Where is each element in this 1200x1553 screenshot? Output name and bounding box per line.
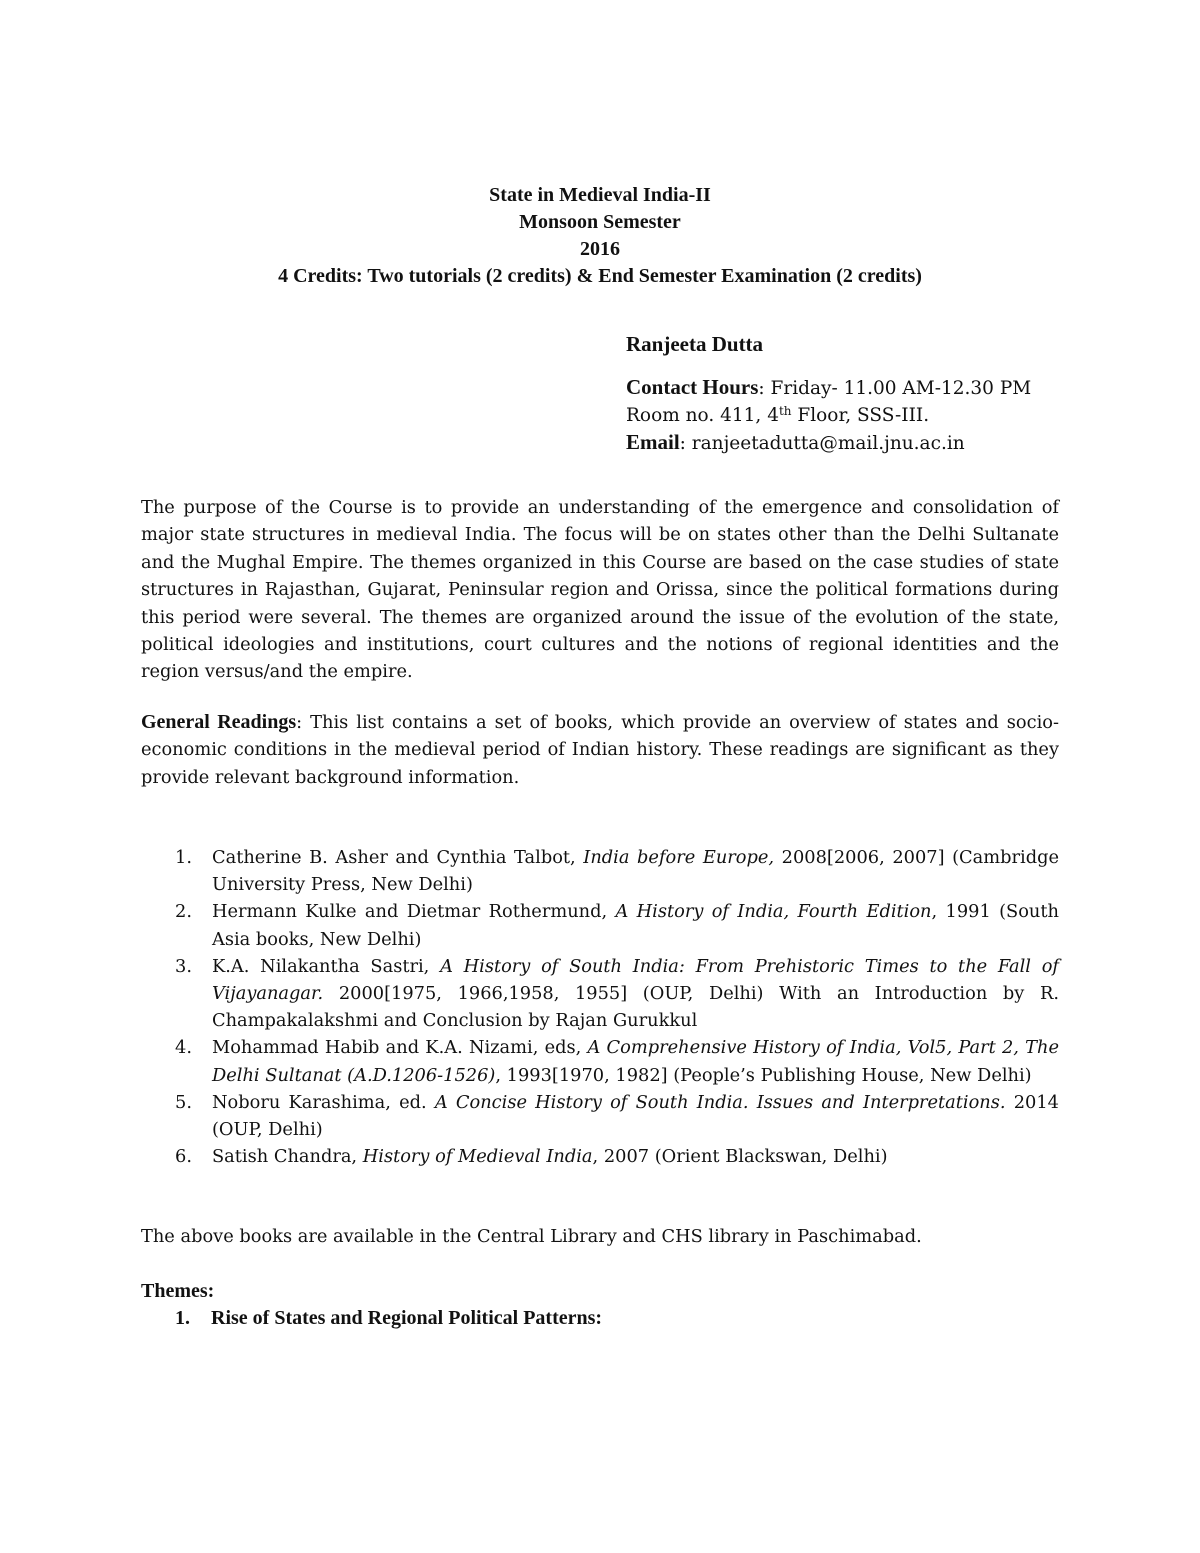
reading-author: Mohammad Habib and K.A. Nizami, eds, (212, 1037, 588, 1059)
contact-hours-value: : Friday- 11.00 AM-12.30 PM (758, 378, 1032, 399)
reading-title: A History of India, Fourth Edition (615, 901, 932, 923)
email-line (626, 429, 1031, 458)
reading-title: A Comprehensive History of India, Vol5, Part 2, The Delhi Sultanat (A.D.1206-1526) (212, 1037, 1059, 1086)
reading-number: 6. (175, 1146, 192, 1168)
contact-hours-label: Contact Hours (626, 375, 759, 399)
reading-title: A Concise History of South India. Issues and Interpretations. (434, 1091, 1006, 1113)
availability-note: The above books are available in the Central Library and CHS library in Paschimabad. (141, 1226, 922, 1247)
reading-details: , 1991 (South Asia books, New Delhi) (212, 901, 1059, 950)
reading-title: A History of South India: From Prehistoric Times to the Fall of Vijayanagar. (212, 955, 1060, 1005)
reading-number: 4. (175, 1037, 192, 1059)
reading-details: 2008[2006, 2007] (Cambridge University Press, New Delhi) (212, 847, 1059, 896)
room-floor-sup: th (778, 403, 792, 418)
year-label: 2016 (580, 238, 620, 260)
semester-label: Monsoon Semester (519, 211, 681, 233)
reading-details: 2014 (OUP, Delhi) (212, 1091, 1059, 1141)
email-label: Email (626, 430, 680, 454)
reading-number: 2. (175, 901, 192, 923)
readings-list (141, 844, 1059, 1170)
themes-heading: Themes: (141, 1280, 215, 1302)
course-title: State in Medieval India-II (489, 184, 711, 206)
room-suffix: Floor, SSS-III. (791, 404, 930, 426)
reading-item (141, 898, 1059, 952)
reading-item (141, 844, 1059, 898)
reading-number: 5. (175, 1091, 192, 1113)
theme-title: Rise of States and Regional Political Patterns: (211, 1307, 603, 1329)
reading-item (141, 1034, 1059, 1088)
reading-details: , 2007 (Orient Blackswan, Delhi) (592, 1146, 888, 1168)
room-line (626, 403, 1031, 430)
reading-item (141, 1143, 1059, 1170)
reading-title: India before Europe, (583, 847, 775, 868)
purpose-paragraph: The purpose of the Course is to provide an understanding of the emergence and consolidation of major state structures in medieval India. The focus will be on states other than the Delhi Sultanate and the Mughal Empire. The themes organized in this Course are based on the case studies of state structures in Rajasthan, Gujarat, Peninsular region and Orissa, since the political formations during this period were several. The themes are organized around the issue of the evolution of the state, political ideologies and institutions, court cultures and the notions of regional identities and the region versus/and the empire. (141, 497, 1059, 683)
reading-author: K.A. Nilakantha Sastri, (212, 955, 441, 977)
reading-author: Noboru Karashima, ed. (212, 1091, 435, 1113)
email-value: : ranjeetadutta@mail.jnu.ac.in (679, 433, 965, 454)
contact-hours-line (626, 374, 1031, 403)
general-readings-label: General Readings (141, 711, 297, 733)
reading-author: Hermann Kulke and Dietmar Rothermund, (212, 901, 616, 923)
reading-number: 3. (175, 955, 192, 977)
reading-number: 1. (175, 847, 192, 868)
reading-author: Catherine B. Asher and Cynthia Talbot, (212, 847, 584, 868)
reading-title: History of Medieval India (362, 1146, 593, 1168)
course-header (0, 182, 1200, 290)
contact-block (626, 330, 1031, 458)
theme-number: 1. (175, 1307, 190, 1329)
room-prefix: Room no. 411, 4 (626, 404, 779, 426)
reading-author: Satish Chandra, (212, 1146, 363, 1168)
credits-line: 4 Credits: Two tutorials (2 credits) & End Semester Examination (2 credits) (278, 265, 922, 287)
reading-item (141, 1089, 1059, 1143)
reading-details: , 1993[1970, 1982] (People’s Publishing House, New Delhi) (495, 1064, 1032, 1086)
reading-item (141, 953, 1059, 1035)
general-readings-text: : This list contains a set of books, which provide an overview of states and socio-economic conditions in the medieval period of Indian history. These readings are significant as they provide relevant background information. (141, 712, 1059, 788)
instructor-name: Ranjeeta Dutta (626, 332, 764, 356)
theme-item (175, 1305, 602, 1332)
general-readings-paragraph (141, 709, 1059, 791)
reading-details: 2000[1975, 1966,1958, 1955] (OUP, Delhi) With an Introduction by R. Champakalakshmi and Conclusion by Rajan Gurukkul (212, 983, 1059, 1032)
